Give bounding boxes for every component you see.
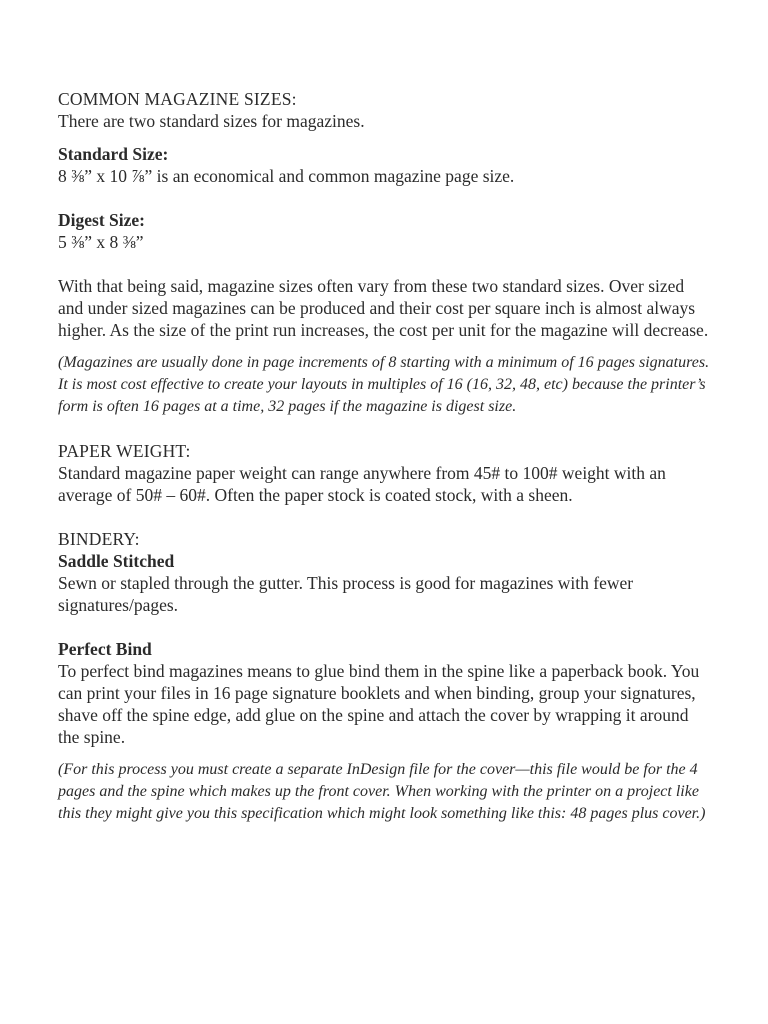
perfect-bind-note: (For this process you must create a separate InDesign file for the cover—this file would be for the 4 pages and the spine which makes up the front cover. When working with the printer on a project like this they might give you this specification which might look something like this: 48 pages plus cover.) — [58, 761, 706, 822]
paper-weight-heading: PAPER WEIGHT: — [58, 441, 191, 461]
perfect-bind-title: Perfect Bind — [58, 639, 152, 659]
digest-size-desc: 5 ⅜” x 8 ⅜” — [58, 232, 144, 252]
sizes-paragraph: With that being said, magazine sizes often vary from these two standard sizes. Over sized and under sized magazines can be produced and their cost per square inch is almost always higher. As the size of the print run increases, the cost per unit for the magazine will decrease. — [58, 276, 709, 340]
standard-size-title: Standard Size: — [58, 144, 169, 164]
magazine-sizes-intro: There are two standard sizes for magazines. — [58, 111, 365, 131]
digest-size-title: Digest Size: — [58, 210, 145, 230]
saddle-stitched-title: Saddle Stitched — [58, 551, 175, 571]
bindery-heading: BINDERY: — [58, 529, 140, 549]
paper-weight-paragraph: Standard magazine paper weight can range anywhere from 45# to 100# weight with an average of 50# – 60#. Often the paper stock is coated stock, with a sheen. — [58, 463, 666, 505]
standard-size-desc: 8 ⅜” x 10 ⅞” is an economical and common magazine page size. — [58, 166, 515, 186]
perfect-bind-desc: To perfect bind magazines means to glue bind them in the spine like a paperback book. You can print your files in 16 page signature booklets and when binding, group your signatures, shave off the spine edge, add glue on the spine and attach the cover by wrapping it around the spine. — [58, 661, 700, 747]
saddle-stitched-desc: Sewn or stapled through the gutter. This process is good for magazines with fewer signatures/pages. — [58, 573, 634, 615]
magazine-sizes-heading: COMMON MAGAZINE SIZES: — [58, 89, 297, 109]
sizes-note: (Magazines are usually done in page increments of 8 starting with a minimum of 16 pages signatures. It is most cost effective to create your layouts in multiples of 16 (16, 32, 48, etc) because the printer’s form is often 16 pages at a time, 32 pages if the magazine is digest size. — [58, 354, 710, 415]
